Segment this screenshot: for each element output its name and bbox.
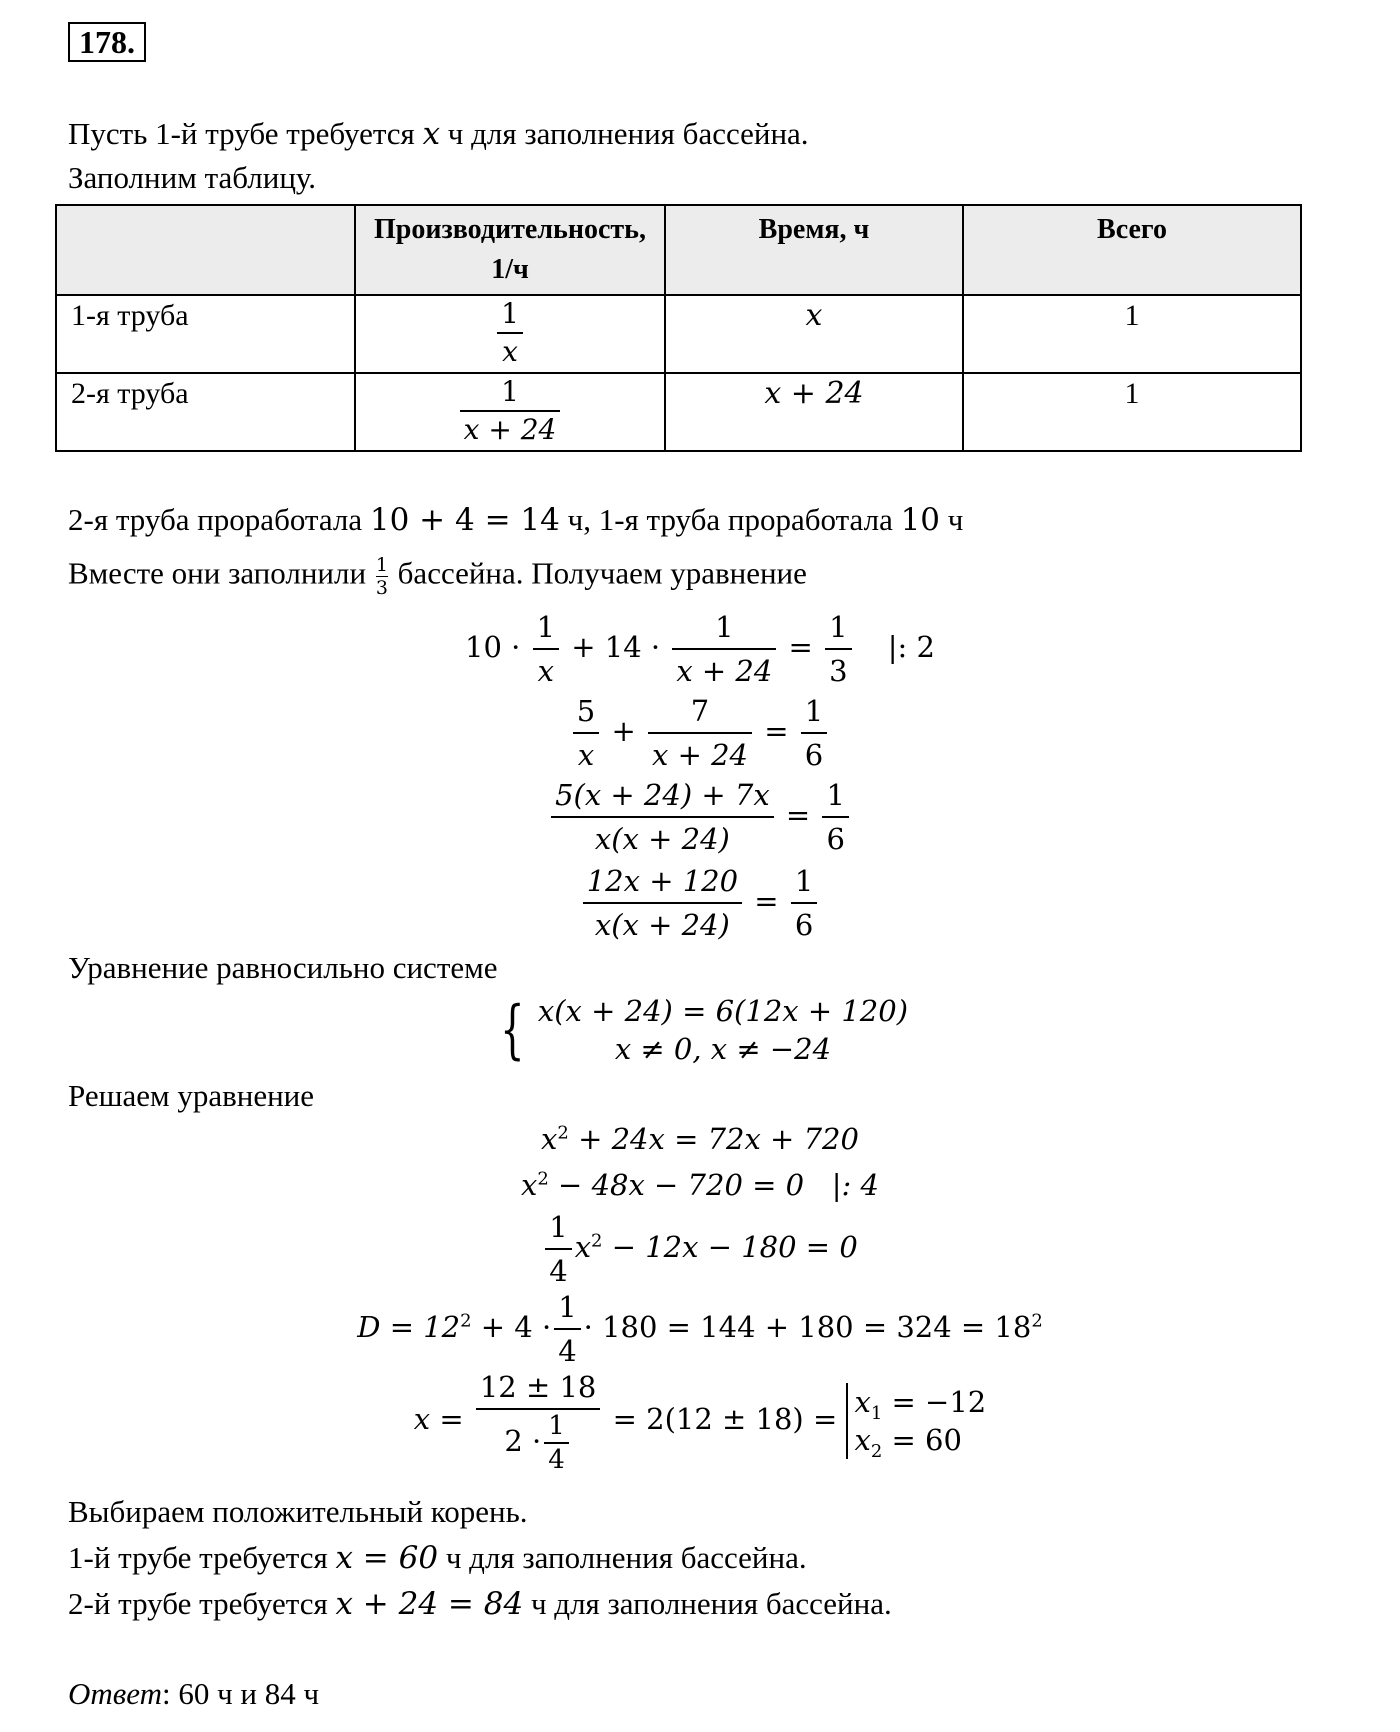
q3-fraction [545, 1206, 571, 1292]
table-header-row [56, 205, 1301, 295]
fraction-numerator: 1 [554, 1286, 580, 1330]
fraction-numerator: 1 [497, 296, 523, 334]
table-header-time: Время, ч [665, 205, 963, 295]
eq2-fraction-1 [573, 690, 599, 776]
res2-text-a: 2-й трубе требуется [68, 1586, 336, 1621]
together-text-b: бассейна. Получаем уравнение [389, 555, 807, 591]
fraction-numerator: 12 ± 18 [476, 1366, 601, 1410]
fraction-numerator: 1 [545, 1206, 571, 1250]
disc-fraction [554, 1286, 580, 1372]
eq1-fraction-2 [672, 606, 776, 692]
fraction-denominator: x [502, 335, 518, 368]
eq4-fraction-1 [583, 860, 742, 946]
table-row [56, 373, 1301, 451]
fraction-denominator: 6 [826, 822, 845, 856]
fraction-numerator: 5 [573, 690, 599, 734]
q3-rest: − 12x − 180 = 0 [602, 1230, 858, 1264]
equation-4 [0, 860, 1400, 946]
fraction-numerator: 1 [825, 606, 851, 650]
roots-simplified: = 2(12 ± 18) = [612, 1402, 838, 1436]
fraction-denominator: 4 [548, 1445, 565, 1475]
fraction-numerator: 1 [801, 690, 827, 734]
fraction-numerator: 1 [460, 374, 561, 412]
row-time: x + 24 [665, 373, 963, 451]
quadratic-2 [0, 1168, 1400, 1202]
equation-3 [0, 774, 1400, 860]
res1-text-a: 1-й трубе требуется [68, 1540, 336, 1575]
eq3-equals: = [785, 798, 811, 832]
row-productivity [355, 373, 665, 451]
eq2-plus: + [611, 714, 636, 748]
choose-line: Выбираем положительный корень. [68, 1494, 528, 1529]
res2-text-b: ч для заполнения бассейна. [523, 1586, 892, 1621]
eq2-fraction-2 [648, 690, 752, 776]
intro-line-2: Заполним таблицу. [68, 160, 317, 195]
problem-number: 178. [68, 22, 146, 62]
equation-1 [0, 606, 1400, 692]
together-line [68, 554, 807, 599]
answer-text: : 60 ч и 84 ч [161, 1676, 320, 1711]
fraction-denominator [476, 1410, 601, 1476]
solve-intro: Решаем уравнение [68, 1078, 315, 1113]
system-intro: Уравнение равносильно системе [68, 950, 498, 985]
work-value: 10 [900, 502, 941, 538]
header-productivity-line1: Производительность, [374, 214, 646, 245]
productivity-fraction [460, 374, 561, 448]
equation-2 [0, 690, 1400, 776]
eq4-equals: = [754, 884, 779, 918]
roots-formula [0, 1366, 1400, 1476]
fraction-numerator: 1 [533, 606, 559, 650]
eq1-divide-note: |: 2 [887, 630, 935, 664]
fraction-denominator: x [577, 738, 595, 772]
header-productivity-line2: 1/ч [491, 254, 529, 285]
answer-label: Ответ [68, 1676, 162, 1711]
root-1-sub: 1 [870, 1402, 883, 1424]
row-total: 1 [963, 373, 1301, 451]
quadratic-1 [0, 1122, 1400, 1156]
eq1-fraction-1 [533, 606, 559, 692]
fraction-denominator: 6 [804, 738, 824, 772]
result-line-2 [68, 1586, 892, 1622]
fraction-numerator: 1 [544, 1410, 569, 1444]
data-table [55, 204, 1302, 452]
disc-term-a: D = 12 [357, 1310, 461, 1344]
fraction-denominator: 6 [794, 908, 814, 942]
eq2-equals: = [764, 714, 789, 748]
eq1-equals: = [788, 630, 813, 664]
table-header-total: Всего [963, 205, 1301, 295]
fraction-denominator: x(x + 24) [594, 908, 730, 942]
roots-fraction [476, 1366, 601, 1476]
fraction-denominator: x + 24 [676, 654, 773, 688]
fraction-denominator: 4 [549, 1254, 568, 1288]
fraction-denominator: x + 24 [652, 738, 748, 772]
eq1-term-b: + 14 · [571, 630, 661, 664]
quadratic-3 [0, 1206, 1400, 1292]
row-total: 1 [963, 295, 1301, 373]
fraction-numerator: 7 [648, 690, 752, 734]
root-1-value: = −12 [882, 1385, 987, 1419]
discriminant [0, 1286, 1400, 1372]
fraction-denominator: x [537, 654, 554, 688]
intro-line-1 [68, 116, 809, 152]
row-productivity [355, 295, 665, 373]
root-1 [854, 1383, 987, 1424]
root-2 [854, 1421, 986, 1462]
row-time: x [665, 295, 963, 373]
roots-den-a: 2 · [504, 1424, 542, 1458]
q2-rest: − 48x − 720 = 0 |: 4 [548, 1168, 879, 1202]
q1-rest: + 24x = 72x + 720 [568, 1122, 859, 1156]
fraction-numerator: 1 [375, 554, 388, 576]
fraction-denominator: x(x + 24) [594, 822, 730, 856]
disc-term-b: + 4 · [471, 1310, 552, 1344]
fraction-numerator: 1 [822, 774, 848, 818]
disc-term-c: · 180 = 144 + 180 = 324 = 18 [583, 1310, 1032, 1344]
fraction-numerator: 5(x + 24) + 7x [551, 774, 774, 818]
q1-var: x [541, 1122, 558, 1156]
equation-system [0, 992, 1400, 1068]
table-row [56, 295, 1301, 373]
root-2-sub: 2 [870, 1440, 883, 1462]
fraction-numerator: 1 [672, 606, 776, 650]
q1-exponent: 2 [557, 1122, 569, 1144]
fraction-numerator: 1 [791, 860, 817, 904]
table-header-empty [56, 205, 355, 295]
intro-var: x [422, 116, 441, 152]
fraction-denominator: 3 [829, 654, 848, 688]
work-line [68, 502, 963, 538]
root-2-value: = 60 [882, 1423, 962, 1457]
root-1-var: x [854, 1385, 871, 1419]
work-expr: 10 + 4 = 14 [369, 502, 560, 538]
root-2-var: x [854, 1423, 871, 1457]
row-label: 2-я труба [56, 373, 355, 451]
productivity-fraction [497, 296, 523, 370]
res1-expr: x = 60 [335, 1540, 439, 1576]
together-text-a: Вместе они заполнили [68, 555, 374, 591]
disc-exponent-1: 2 [460, 1310, 472, 1332]
answer-line [68, 1676, 319, 1712]
q2-var: x [521, 1168, 538, 1202]
work-text-c: ч [940, 502, 964, 537]
work-text-b: ч, 1-я труба проработала [559, 502, 901, 537]
system-lines [538, 992, 908, 1068]
row-label: 1-я труба [56, 295, 355, 373]
system-line-2: x ≠ 0, x ≠ −24 [614, 1032, 832, 1066]
eq1-fraction-3 [825, 606, 851, 692]
fraction-denominator: x + 24 [463, 413, 557, 446]
table-header-productivity [355, 205, 665, 295]
roots-bracket [846, 1383, 987, 1462]
fraction-denominator: 4 [558, 1334, 577, 1368]
fraction-numerator: 12x + 120 [583, 860, 742, 904]
q3-var: x [574, 1230, 592, 1264]
eq3-fraction-2 [822, 774, 848, 860]
q2-exponent: 2 [537, 1168, 549, 1190]
res2-expr: x + 24 = 84 [335, 1586, 524, 1622]
work-text-a: 2-я труба проработала [68, 502, 370, 537]
result-line-1 [68, 1540, 807, 1576]
roots-den-fraction [544, 1410, 569, 1476]
eq1-term-a: 10 · [465, 630, 521, 664]
intro-text-a: Пусть 1-й трубе требуется [68, 116, 423, 151]
roots-x-equals: x = [413, 1402, 464, 1436]
q3-exponent: 2 [591, 1230, 603, 1252]
disc-exponent-2: 2 [1031, 1310, 1043, 1332]
fraction-denominator: 3 [375, 577, 388, 599]
eq4-fraction-2 [791, 860, 817, 946]
eq3-fraction-1 [551, 774, 774, 860]
res1-text-b: ч для заполнения бассейна. [438, 1540, 807, 1575]
one-third-fraction [376, 554, 388, 599]
brace-icon: { [500, 993, 525, 1067]
intro-text-b: ч для заполнения бассейна. [440, 116, 809, 151]
eq2-fraction-3 [801, 690, 827, 776]
system-line-1: x(x + 24) = 6(12x + 120) [537, 994, 909, 1028]
